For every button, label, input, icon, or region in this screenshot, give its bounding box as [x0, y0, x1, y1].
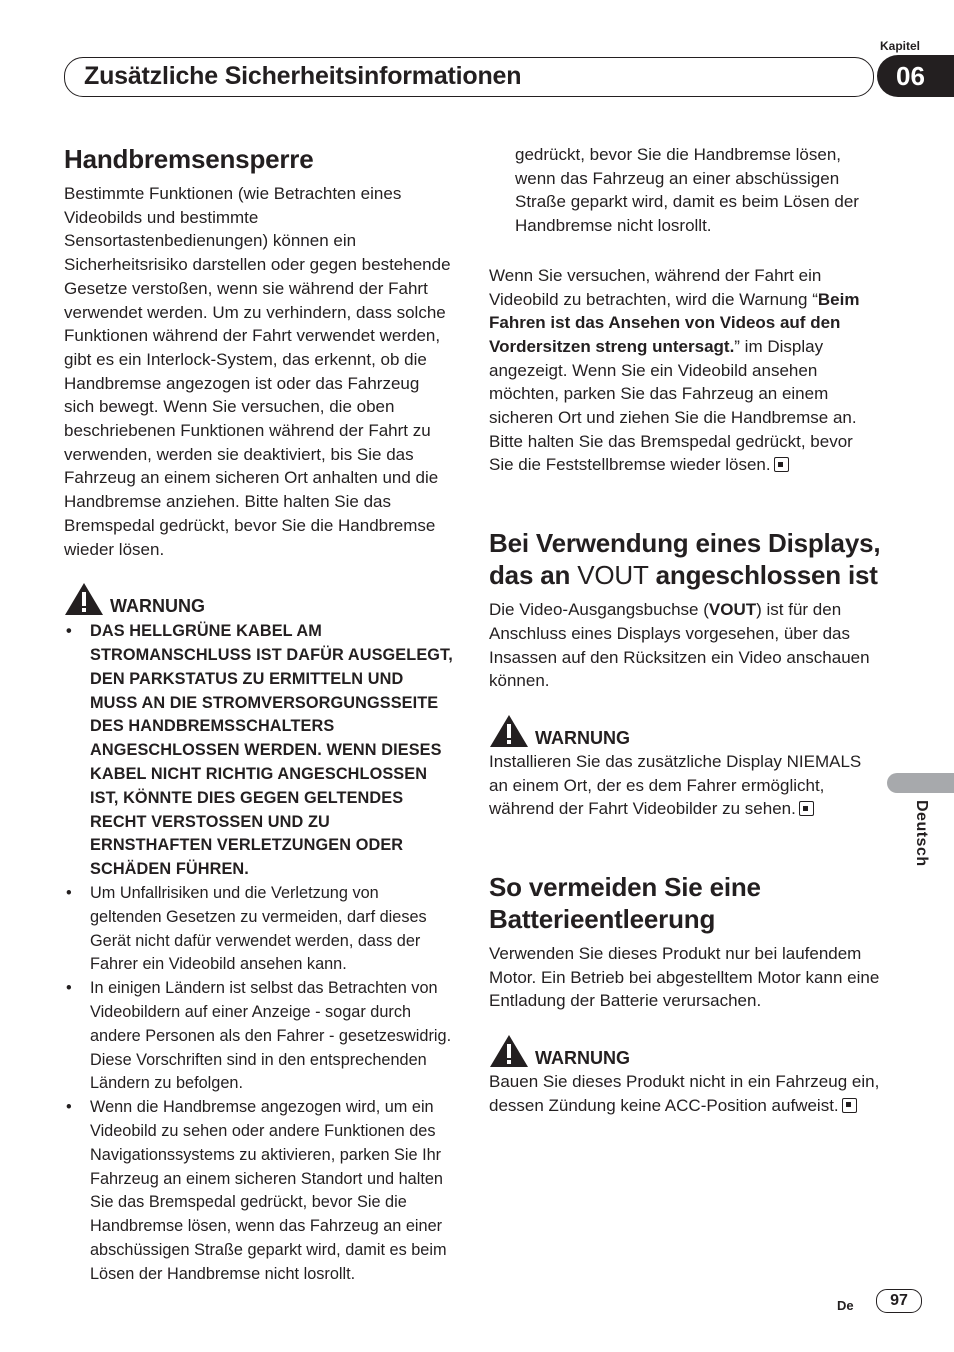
- section-title-handbremsensperre: Handbremsensperre: [64, 144, 314, 174]
- list-item: [64, 620, 454, 882]
- left-column: [64, 140, 454, 1283]
- warning-text: [489, 1070, 881, 1117]
- video-warning-paragraph: [489, 264, 881, 477]
- bullet-text: Wenn die Handbremse angezogen wird, um ein Videobild zu sehen oder andere Funktionen des Navigationssystems zu aktivieren, parken Sie Ihr Fahrzeug an einem sicheren Standort und halten Sie das Bremspedal gedrückt, bevor Sie die Handbremse lösen, wenn das Fahrzeug an einer abschüssigen Straße geparkt wird, damit es beim Lösen der Handbremse nicht losrollt.: [90, 1098, 447, 1283]
- bullet-text: Um Unfallrisiken und die Verletzung von geltenden Gesetzen zu vermeiden, darf dieses Gerät nicht dafür verwendet werden, dass der Fahrer ein Videobild ansehen kann.: [90, 884, 427, 974]
- vout-label: VOUT: [708, 600, 757, 620]
- intro-paragraph: Bestimmte Funktionen (wie Betrachten eines Videobilds und bestimmte Sensortastenbedienungen) können ein Sicherheitsrisiko darstellen oder gegen bestehende Gesetze verstoßen, wenn sie während der Fahrt verwendet werden. Um zu verhindern, dass solche Funktionen während der Fahrt verwendet werden, gibt es ein Interlock-System, das erkennt, ob die Handbremse angezogen ist oder das Fahrzeug sich bewegt. Wenn Sie versuchen, die oben beschriebenen Funktionen während der Fahrt zu verwenden, werden sie deaktiviert, bis Sie das Fahrzeug an einem sicheren Ort anhalten und die Handbremse anziehen. Bitte halten Sie das Bremspedal gedrückt, bevor Sie die Handbremse wieder lösen.: [64, 184, 451, 559]
- warning-label: WARNUNG: [535, 1048, 630, 1069]
- bullet-continuation: gedrückt, bevor Sie die Handbremse lösen, wenn das Fahrzeug an einer abschüssigen Straße geparkt wird, damit es beim Lösen der Handbremse nicht losrollt.: [515, 145, 859, 236]
- title-vout: VOUT: [577, 560, 649, 591]
- video-text-after: ” im Display angezeigt. Wenn Sie ein Videobild ansehen möchten, parken Sie das Fahrzeug an einem sicheren Ort und ziehen Sie die Handbremse an. Bitte halten Sie das Bremspedal gedrückt, bevor Sie die Feststellbremse wieder lösen.: [489, 336, 857, 475]
- list-item: [64, 882, 454, 977]
- bullet-text: In einigen Ländern ist selbst das Betrachten von Videobildern auf einer Anzeige - sogar durch andere Personen als den Fahrer - gesetzeswidrig. Diese Vorschriften sind in den entsprechenden Ländern zu befolgen.: [90, 979, 452, 1093]
- list-item: [64, 1096, 454, 1283]
- warning-message: Bauen Sie dieses Produkt nicht in ein Fahrzeug ein, dessen Zündung keine ACC-Position aufweist.: [489, 1072, 880, 1115]
- vout-text-after: ) ist für den Anschluss eines Displays vorgesehen, über das Insassen auf den Rücksitzen ein Video anschauen können.: [489, 600, 870, 691]
- warning-triangle-icon: [489, 1034, 529, 1068]
- vout-paragraph: [489, 598, 881, 693]
- language-side-label: Deutsch: [913, 800, 930, 867]
- right-column: [489, 140, 881, 1118]
- bullet-text: DAS HELLGRÜNE KABEL AM STROMANSCHLUSS IST DAFÜR AUSGELEGT, DEN PARKSTATUS ZU ERMITTELN UND MUSS AN DIE STROMVERSORGUNGSSEITE DES HANDBREMSSCHALTERS ANGESCHLOSSEN WERDEN. WENN DIESES KABEL NICHT RICHTIG ANGESCHLOSSEN IST, KÖNNTE DIES GEGEN GELTENDES RECHT VERSTOSSEN UND ZU ERNSTHAFTEN VERLETZUNGEN ODER SCHÄDEN FÜHREN.: [90, 622, 453, 879]
- warning-triangle-icon: [64, 582, 104, 616]
- battery-paragraph: Verwenden Sie dieses Produkt nur bei laufendem Motor. Ein Betrieb bei abgestelltem Motor kann eine Entladung der Batterie verursachen.: [489, 944, 880, 1011]
- warning-label: WARNUNG: [535, 727, 630, 748]
- chapter-label: Kapitel: [880, 39, 921, 53]
- list-item: [64, 977, 454, 1096]
- vout-text-before: Die Video-Ausgangsbuchse (: [489, 600, 709, 620]
- footer-language-code: De: [837, 1298, 854, 1313]
- warning-heading: [64, 582, 454, 616]
- section-title-vout: [489, 527, 881, 591]
- title-part: angeschlossen ist: [648, 560, 878, 591]
- warning-heading: [489, 1034, 881, 1068]
- language-tab-marker: [887, 773, 954, 793]
- end-mark-icon: [774, 457, 789, 472]
- end-mark-icon: [799, 801, 814, 816]
- video-warning-message: Beim Fahren ist das Ansehen von Videos auf den Vordersitzen streng untersagt.: [489, 289, 860, 356]
- chapter-number: 06: [877, 55, 954, 97]
- video-text-before: Wenn Sie versuchen, während der Fahrt ein Videobild zu betrachten, wird die Warnung “: [489, 265, 822, 309]
- title-part: Bei Verwendung eines Displays, das an: [489, 528, 881, 591]
- warning-message: Installieren Sie das zusätzliche Display NIEMALS an einem Ort, der es dem Fahrer ermöglicht, während der Fahrt Videobilder zu sehen.: [489, 751, 862, 819]
- warning-text: [489, 750, 881, 821]
- chapter-title: Zusätzliche Sicherheitsinformationen: [84, 62, 522, 90]
- warning-triangle-icon: [489, 714, 529, 748]
- warning-bullet-list: [64, 620, 454, 1283]
- page-number: 97: [876, 1289, 922, 1313]
- section-title-battery: So vermeiden Sie eine Batterieentleerung: [489, 872, 761, 935]
- warning-label: WARNUNG: [110, 596, 205, 617]
- end-mark-icon: [842, 1098, 857, 1113]
- warning-heading: [489, 714, 881, 748]
